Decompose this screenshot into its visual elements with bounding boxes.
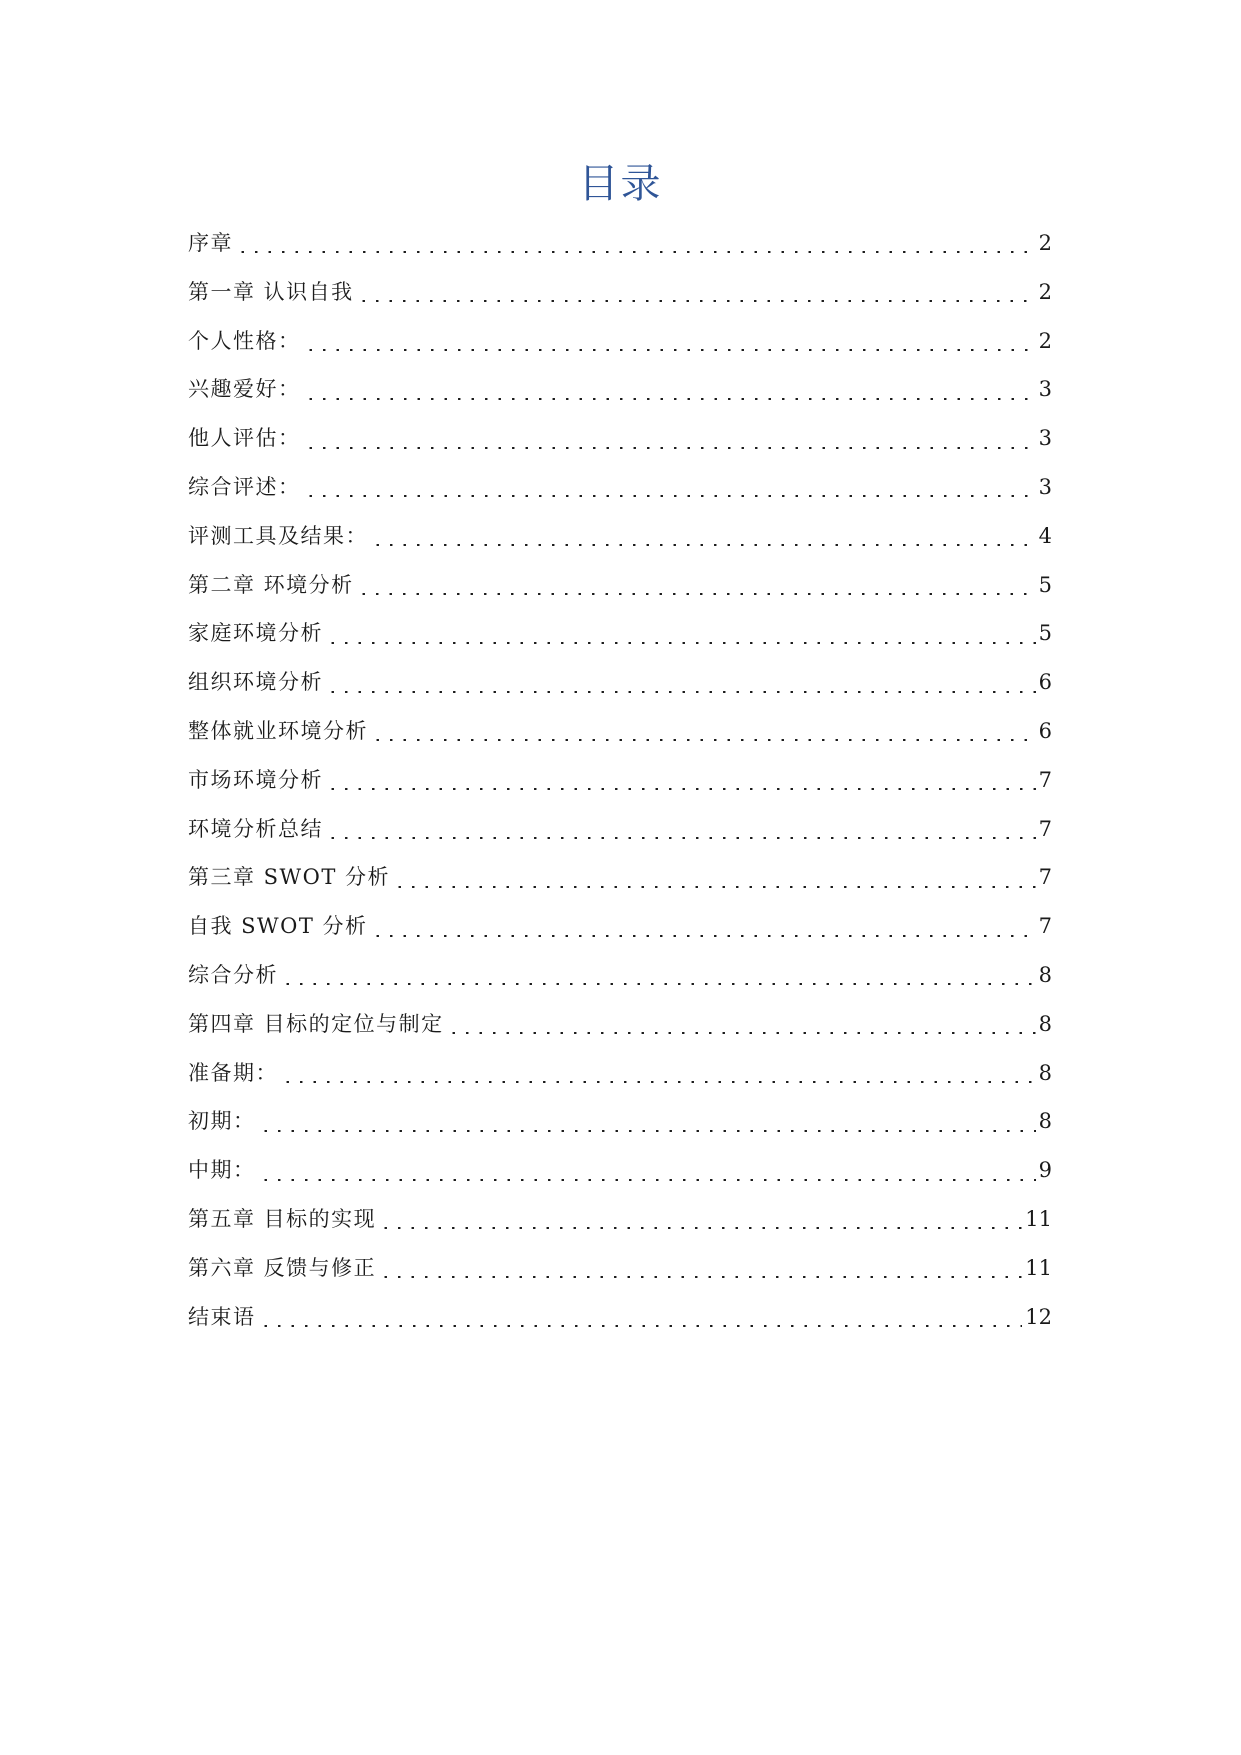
toc-entry-label: 他人评估： [188, 426, 301, 451]
toc-list [188, 219, 1052, 1341]
toc-leader-dots [326, 691, 1036, 693]
toc-entry-label: 家庭环境分析 [188, 621, 323, 646]
toc-entry-label: 兴趣爱好： [188, 377, 301, 402]
toc-leader-dots [447, 1032, 1036, 1034]
toc-leader-dots [304, 495, 1036, 497]
toc-entry-label: 结束语 [188, 1304, 256, 1329]
toc-entry-page: 5 [1038, 621, 1052, 646]
toc-entry-page: 3 [1038, 377, 1052, 402]
toc-entry-label: 综合评述： [188, 474, 301, 499]
toc-entry[interactable] [188, 1195, 1052, 1244]
toc-entry[interactable] [188, 365, 1052, 414]
toc-entry[interactable] [188, 317, 1052, 366]
toc-entry-page: 7 [1038, 914, 1052, 939]
toc-entry[interactable] [188, 268, 1052, 317]
toc-entry-label: 中期： [188, 1158, 256, 1183]
toc-entry-label: 自我 SWOT 分析 [188, 914, 368, 939]
toc-entry-page: 3 [1038, 474, 1052, 499]
toc-entry-label: 市场环境分析 [188, 767, 323, 792]
toc-entry-page: 2 [1038, 231, 1052, 255]
toc-leader-dots [357, 300, 1036, 302]
toc-entry-page: 8 [1038, 1011, 1052, 1036]
toc-entry[interactable] [188, 805, 1052, 854]
toc-title: 目录 [578, 161, 663, 207]
toc-entry[interactable] [188, 756, 1052, 805]
toc-leader-dots [326, 642, 1036, 644]
toc-leader-dots [379, 1227, 1022, 1229]
toc-entry-page: 2 [1038, 279, 1052, 304]
toc-entry-page: 8 [1038, 1060, 1052, 1085]
toc-entry[interactable] [188, 951, 1052, 1000]
toc-entry-label: 第四章 目标的定位与制定 [188, 1011, 444, 1036]
toc-leader-dots [326, 788, 1036, 790]
toc-leader-dots [236, 251, 1036, 253]
toc-leader-dots [357, 593, 1036, 595]
toc-entry[interactable] [188, 561, 1052, 610]
toc-leader-dots [371, 739, 1036, 741]
toc-leader-dots [259, 1130, 1036, 1132]
toc-entry[interactable] [188, 609, 1052, 658]
toc-entry-page: 12 [1025, 1304, 1052, 1329]
toc-entry[interactable] [188, 219, 1052, 268]
toc-entry-label: 环境分析总结 [188, 816, 323, 841]
toc-entry[interactable] [188, 1097, 1052, 1146]
toc-entry-page: 11 [1025, 1206, 1052, 1231]
toc-entry[interactable] [188, 1293, 1052, 1342]
toc-entry[interactable] [188, 414, 1052, 463]
toc-leader-dots [281, 983, 1036, 985]
toc-entry-label: 第二章 环境分析 [188, 572, 354, 597]
toc-entry-page: 11 [1025, 1255, 1052, 1280]
toc-entry-page: 6 [1038, 718, 1052, 743]
toc-leader-dots [379, 1276, 1022, 1278]
toc-entry-page: 7 [1038, 816, 1052, 841]
toc-entry[interactable] [188, 902, 1052, 951]
toc-entry-page: 9 [1038, 1158, 1052, 1183]
toc-leader-dots [304, 447, 1036, 449]
toc-entry-page: 7 [1038, 767, 1052, 792]
toc-leader-dots [281, 1081, 1036, 1083]
toc-entry[interactable] [188, 707, 1052, 756]
toc-entry-label: 第五章 目标的实现 [188, 1206, 377, 1231]
toc-entry-label: 综合分析 [188, 962, 278, 987]
toc-entry-page: 2 [1038, 328, 1052, 353]
toc-entry-label: 第一章 认识自我 [188, 279, 354, 304]
toc-entry[interactable] [188, 1049, 1052, 1098]
toc-entry-page: 3 [1038, 426, 1052, 451]
toc-entry-label: 组织环境分析 [188, 670, 323, 695]
toc-entry-label: 序章 [188, 231, 233, 255]
toc-entry-label: 评测工具及结果： [188, 523, 368, 548]
toc-entry-label: 准备期： [188, 1060, 278, 1085]
toc-entry-label: 第六章 反馈与修正 [188, 1255, 377, 1280]
toc-entry-page: 4 [1038, 523, 1052, 548]
toc-entry-page: 5 [1038, 572, 1052, 597]
toc-entry-page: 6 [1038, 670, 1052, 695]
toc-leader-dots [304, 349, 1036, 351]
toc-entry-label: 初期： [188, 1109, 256, 1134]
toc-leader-dots [326, 837, 1036, 839]
toc-leader-dots [304, 398, 1036, 400]
toc-entry-page: 8 [1038, 1109, 1052, 1134]
toc-entry[interactable] [188, 463, 1052, 512]
toc-entry-page: 7 [1038, 865, 1052, 890]
toc-entry-label: 第三章 SWOT 分析 [188, 865, 391, 890]
toc-entry[interactable] [188, 853, 1052, 902]
toc-entry[interactable] [188, 1244, 1052, 1293]
toc-entry-label: 整体就业环境分析 [188, 718, 368, 743]
toc-entry[interactable] [188, 1146, 1052, 1195]
toc-leader-dots [371, 935, 1036, 937]
toc-leader-dots [371, 544, 1036, 546]
toc-entry-page: 8 [1038, 962, 1052, 987]
toc-leader-dots [393, 886, 1036, 888]
toc-entry[interactable] [188, 658, 1052, 707]
toc-entry[interactable] [188, 512, 1052, 561]
toc-entry-label: 个人性格： [188, 328, 301, 353]
toc-leader-dots [259, 1179, 1036, 1181]
toc-leader-dots [259, 1325, 1023, 1327]
toc-entry[interactable] [188, 1000, 1052, 1049]
